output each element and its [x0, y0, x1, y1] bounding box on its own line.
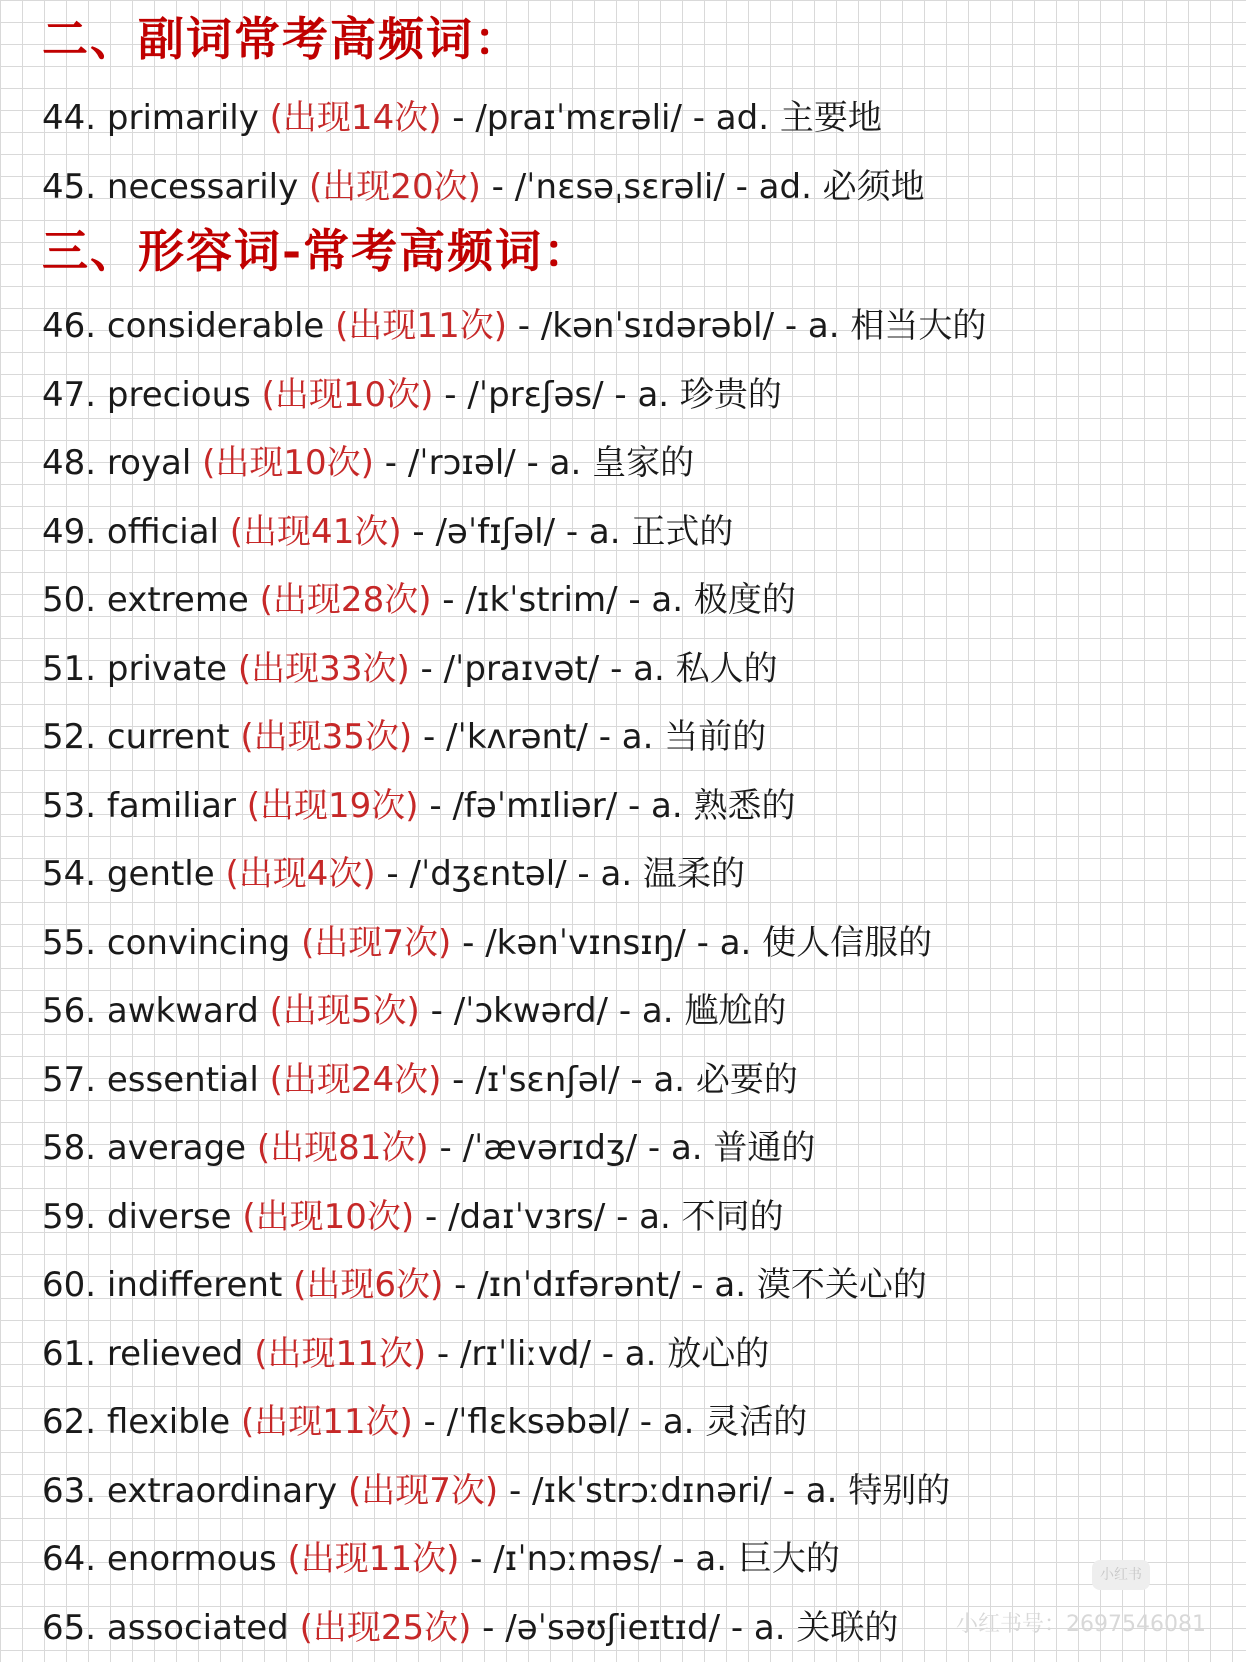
entry-word: convincing: [107, 923, 290, 963]
entry-frequency: (出现5次): [270, 991, 420, 1031]
entry-frequency: (出现7次): [348, 1471, 498, 1511]
vocab-entry: [42, 977, 986, 1046]
entry-word: gentle: [107, 854, 215, 894]
vocab-entry: [42, 909, 986, 978]
entry-pronunciation-definition: - /ˈɔkwərd/ - a. 尴尬的: [420, 991, 787, 1031]
entry-number: 49.: [42, 512, 96, 552]
entry-pronunciation-definition: - /ˈflɛksəbəl/ - a. 灵活的: [413, 1402, 808, 1442]
entry-pronunciation-definition: - /ˈprɛʃəs/ - a. 珍贵的: [433, 375, 781, 415]
entry-number: 58.: [42, 1128, 96, 1168]
entry-frequency: (出现33次): [238, 649, 410, 689]
vocab-entry: [42, 1388, 986, 1457]
vocab-entry: [42, 1525, 986, 1594]
entry-pronunciation-definition: - /əˈsəʊʃieɪtɪd/ - a. 关联的: [471, 1608, 898, 1648]
entry-word: average: [107, 1128, 246, 1168]
entry-frequency: (出现14次): [270, 98, 442, 138]
entry-number: 63.: [42, 1471, 96, 1511]
entry-frequency: (出现10次): [242, 1197, 414, 1237]
entry-word: enormous: [107, 1539, 277, 1579]
entry-frequency: (出现24次): [270, 1060, 442, 1100]
entry-frequency: (出现10次): [202, 443, 374, 483]
entry-word: royal: [107, 443, 191, 483]
entry-number: 51.: [42, 649, 96, 689]
vocab-entry: [42, 1046, 986, 1115]
entry-number: 65.: [42, 1608, 96, 1648]
entry-number: 52.: [42, 717, 96, 757]
entry-frequency: (出现11次): [335, 306, 507, 346]
entry-frequency: (出现7次): [301, 923, 451, 963]
entry-pronunciation-definition: - /kənˈvɪnsɪŋ/ - a. 使人信服的: [451, 923, 932, 963]
entry-number: 57.: [42, 1060, 96, 1100]
entry-pronunciation-definition: - /ˈpraɪvət/ - a. 私人的: [410, 649, 778, 689]
entry-word: official: [107, 512, 219, 552]
entry-pronunciation-definition: - /ɪˈsɛnʃəl/ - a. 必要的: [441, 1060, 798, 1100]
entry-word: primarily: [107, 98, 259, 138]
vocab-entry: [42, 1457, 986, 1526]
entry-word: familiar: [107, 786, 236, 826]
entry-word: diverse: [107, 1197, 232, 1237]
entry-frequency: (出现20次): [309, 167, 481, 207]
entry-frequency: (出现10次): [262, 375, 434, 415]
section-heading-adverbs: 二、副词常考高频词：: [42, 6, 522, 72]
entry-number: 59.: [42, 1197, 96, 1237]
entry-word: awkward: [107, 991, 259, 1031]
vocab-entry: [42, 361, 986, 430]
entry-number: 53.: [42, 786, 96, 826]
entry-word: indifferent: [107, 1265, 282, 1305]
entry-number: 46.: [42, 306, 96, 346]
entry-number: 64.: [42, 1539, 96, 1579]
entry-number: 55.: [42, 923, 96, 963]
entry-word: considerable: [107, 306, 324, 346]
entry-frequency: (出现41次): [230, 512, 402, 552]
entry-number: 47.: [42, 375, 96, 415]
adjective-word-list: [42, 292, 986, 1662]
entry-frequency: (出现25次): [300, 1608, 472, 1648]
entry-number: 56.: [42, 991, 96, 1031]
vocab-entry: [42, 703, 986, 772]
entry-pronunciation-definition: - /ɪkˈstrim/ - a. 极度的: [431, 580, 795, 620]
entry-word: extreme: [107, 580, 249, 620]
vocab-entry: [42, 84, 925, 153]
vocab-entry: [42, 1183, 986, 1252]
entry-pronunciation-definition: - /ˈrɔɪəl/ - a. 皇家的: [374, 443, 694, 483]
entry-number: 50.: [42, 580, 96, 620]
entry-word: extraordinary: [107, 1471, 337, 1511]
vocab-entry: [42, 635, 986, 704]
entry-frequency: (出现11次): [241, 1402, 413, 1442]
entry-pronunciation-definition: - /ɪˈnɔːməs/ - a. 巨大的: [459, 1539, 840, 1579]
vocab-entry: [42, 566, 986, 635]
entry-pronunciation-definition: - /əˈfɪʃəl/ - a. 正式的: [402, 512, 734, 552]
entry-frequency: (出现81次): [257, 1128, 429, 1168]
entry-pronunciation-definition: - /ɪkˈstrɔːdɪnəri/ - a. 特别的: [498, 1471, 950, 1511]
entry-word: current: [107, 717, 230, 757]
entry-number: 62.: [42, 1402, 96, 1442]
entry-pronunciation-definition: - /rɪˈliːvd/ - a. 放心的: [426, 1334, 769, 1374]
vocab-entry: [42, 498, 986, 567]
entry-word: private: [107, 649, 227, 689]
entry-pronunciation-definition: - /fəˈmɪliər/ - a. 熟悉的: [419, 786, 796, 826]
vocab-entry: [42, 153, 925, 222]
xiaohongshu-logo-watermark: 小红书: [1092, 1560, 1150, 1590]
entry-pronunciation-definition: - /ˈkʌrənt/ - a. 当前的: [412, 717, 766, 757]
vocab-entry: [42, 1251, 986, 1320]
entry-pronunciation-definition: - /ˈnɛsəˌsɛrəli/ - ad. 必须地: [481, 167, 925, 207]
entry-frequency: (出现35次): [240, 717, 412, 757]
entry-pronunciation-definition: - /ˈævərɪdʒ/ - a. 普通的: [429, 1128, 816, 1168]
entry-frequency: (出现28次): [260, 580, 432, 620]
entry-word: precious: [107, 375, 251, 415]
entry-number: 48.: [42, 443, 96, 483]
vocab-entry: [42, 1320, 986, 1389]
vocab-entry: [42, 1114, 986, 1183]
entry-word: essential: [107, 1060, 259, 1100]
entry-word: necessarily: [107, 167, 298, 207]
entry-number: 44.: [42, 98, 96, 138]
entry-pronunciation-definition: - /daɪˈvɜrs/ - a. 不同的: [414, 1197, 783, 1237]
account-watermark: 小红书号：2697546081: [956, 1607, 1206, 1638]
entry-word: associated: [107, 1608, 289, 1648]
entry-number: 61.: [42, 1334, 96, 1374]
entry-number: 60.: [42, 1265, 96, 1305]
entry-frequency: (出现6次): [293, 1265, 443, 1305]
entry-frequency: (出现11次): [288, 1539, 460, 1579]
entry-frequency: (出现11次): [254, 1334, 426, 1374]
entry-pronunciation-definition: - /praɪˈmɛrəli/ - ad. 主要地: [441, 98, 881, 138]
entry-word: flexible: [107, 1402, 230, 1442]
entry-number: 45.: [42, 167, 96, 207]
entry-frequency: (出现19次): [247, 786, 419, 826]
entry-number: 54.: [42, 854, 96, 894]
entry-word: relieved: [107, 1334, 244, 1374]
entry-pronunciation-definition: - /kənˈsɪdərəbl/ - a. 相当大的: [507, 306, 986, 346]
vocab-entry: [42, 292, 986, 361]
vocab-entry: [42, 429, 986, 498]
entry-pronunciation-definition: - /ˈdʒɛntəl/ - a. 温柔的: [376, 854, 745, 894]
vocab-entry: [42, 772, 986, 841]
vocab-entry: [42, 1594, 986, 1662]
adverb-word-list: [42, 84, 925, 221]
entry-frequency: (出现4次): [225, 854, 375, 894]
section-heading-adjectives: 三、形容词-常考高频词：: [42, 218, 591, 284]
vocab-entry: [42, 840, 986, 909]
entry-pronunciation-definition: - /ɪnˈdɪfərənt/ - a. 漠不关心的: [443, 1265, 927, 1305]
